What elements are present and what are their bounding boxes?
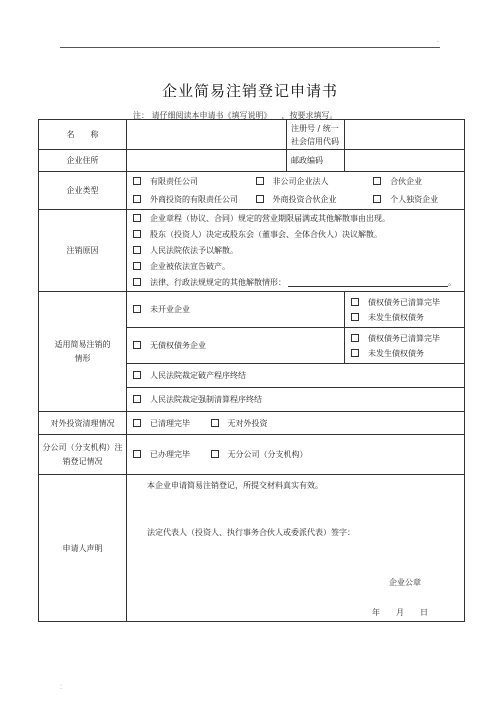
- name-field[interactable]: [127, 120, 287, 150]
- sub-option[interactable]: 债权债务已清算完毕: [351, 295, 464, 310]
- checkbox-icon[interactable]: [351, 349, 359, 357]
- type-option[interactable]: 个人独资企业: [373, 191, 438, 209]
- label-name: 名 称: [39, 120, 127, 150]
- checkbox-icon[interactable]: [133, 230, 141, 238]
- row-branch: [39, 435, 465, 475]
- sub-option[interactable]: 债权债务已清算完毕: [351, 331, 464, 346]
- checkbox-icon[interactable]: [211, 450, 219, 458]
- label-investment: 对外投资清理情况: [39, 412, 127, 435]
- checkbox-icon[interactable]: [133, 262, 141, 270]
- type-option[interactable]: 非公司企业法人: [256, 173, 371, 191]
- row-declaration: [39, 475, 465, 622]
- reason-option[interactable]: 企业被依法宣告破产。: [133, 259, 464, 275]
- checkbox-icon[interactable]: [256, 177, 264, 185]
- dissolution-reason-options: [127, 210, 465, 292]
- application-form: [38, 119, 465, 622]
- checkbox-icon[interactable]: [133, 450, 141, 458]
- credit-code-field[interactable]: [345, 120, 465, 150]
- row-simple-not-open: [39, 292, 465, 328]
- signature-prompt: 法定代表人（投资人、执行事务合伙人或委派代表）签字：: [147, 528, 355, 537]
- other-reason-field[interactable]: [288, 278, 448, 287]
- footer-mark: ⁚: [60, 684, 62, 691]
- option-court-liquidation[interactable]: 人民法院裁定强制清算程序终结: [127, 388, 465, 412]
- reason-option[interactable]: 股东（投资人）决定或股东会（董事会、全体合伙人）决议解散。: [133, 227, 464, 243]
- company-type-options: [127, 172, 465, 210]
- label-credit-code: 注册号 / 统一社会信用代码: [287, 120, 345, 150]
- type-option[interactable]: 外商投资合伙企业: [256, 191, 371, 209]
- checkbox-icon[interactable]: [133, 214, 141, 222]
- checkbox-icon[interactable]: [133, 195, 141, 203]
- page-title: 企业简易注销登记申请书: [161, 82, 338, 100]
- branch-option[interactable]: 已办理完毕: [133, 449, 208, 460]
- investment-option[interactable]: 无对外投资: [211, 418, 268, 429]
- reason-option[interactable]: 法律、行政法规规定的其他解散情形： 。: [133, 275, 464, 291]
- company-seal-label: 企业公章: [389, 578, 421, 587]
- checkbox-icon[interactable]: [133, 305, 141, 313]
- checkbox-icon[interactable]: [133, 177, 141, 185]
- row-name: [39, 120, 465, 150]
- checkbox-icon[interactable]: [133, 246, 141, 254]
- label-declaration: 申请人声明: [39, 475, 127, 622]
- address-field[interactable]: [127, 150, 287, 172]
- label-simple-cases: 适用简易注销的情形: [39, 292, 127, 412]
- checkbox-icon[interactable]: [211, 419, 219, 427]
- checkbox-icon[interactable]: [351, 334, 359, 342]
- checkbox-icon[interactable]: [133, 341, 141, 349]
- reason-option[interactable]: 人民法院依法予以解散。: [133, 243, 464, 259]
- checkbox-icon[interactable]: [373, 177, 381, 185]
- note-suffix: ，按要求填写。: [281, 111, 338, 120]
- declaration-statement: 本企业申请简易注销登记，所提交材料真实有效。: [147, 481, 323, 490]
- not-open-sub-options: [345, 292, 465, 328]
- branch-option[interactable]: 无分公司（分支机构）: [211, 449, 308, 460]
- label-dissolution-reason: 注销原因: [39, 210, 127, 292]
- reason-option[interactable]: 企业章程（协议、合同）规定的营业期限届满或其他解散事由出现。: [133, 211, 464, 227]
- type-option[interactable]: 有限责任公司: [133, 173, 253, 191]
- sub-option[interactable]: 未发生债权债务: [351, 346, 464, 361]
- checkbox-icon[interactable]: [133, 371, 141, 379]
- checkbox-icon[interactable]: [373, 195, 381, 203]
- option-court-bankruptcy[interactable]: 人民法院裁定破产程序终结: [127, 364, 465, 388]
- checkbox-icon[interactable]: [351, 298, 359, 306]
- checkbox-icon[interactable]: [351, 313, 359, 321]
- option-no-debt[interactable]: 无债权债务企业: [127, 328, 345, 364]
- no-debt-sub-options: [345, 328, 465, 364]
- row-address: [39, 150, 465, 172]
- declaration-area[interactable]: [127, 475, 465, 622]
- declaration-date: 年 月 日: [372, 608, 428, 617]
- option-not-open[interactable]: 未开业企业: [127, 292, 345, 328]
- postcode-field[interactable]: [345, 150, 465, 172]
- label-address: 企业住所: [39, 150, 127, 172]
- checkbox-icon[interactable]: [133, 395, 141, 403]
- row-investment: [39, 412, 465, 435]
- header-rule: [60, 47, 440, 48]
- label-branch: 分公司（分支机构）注销登记情况: [39, 435, 127, 475]
- branch-options: [127, 435, 465, 475]
- investment-options: [127, 412, 465, 435]
- note-text: 注： 请仔细阅读本申请书《填写说明》: [133, 111, 272, 120]
- row-company-type: [39, 172, 465, 210]
- checkbox-icon[interactable]: [256, 195, 264, 203]
- checkbox-icon[interactable]: [133, 419, 141, 427]
- investment-option[interactable]: 已清理完毕: [133, 418, 208, 429]
- type-option[interactable]: 外商投资的有限责任公司: [133, 191, 253, 209]
- row-dissolution-reason: [39, 210, 465, 292]
- type-option[interactable]: 合伙企业: [373, 173, 422, 191]
- header-mark: ·: [437, 39, 439, 46]
- label-company-type: 企业类型: [39, 172, 127, 210]
- checkbox-icon[interactable]: [133, 278, 141, 286]
- sub-option[interactable]: 未发生债权债务: [351, 310, 464, 325]
- label-postcode: 邮政编码: [287, 150, 345, 172]
